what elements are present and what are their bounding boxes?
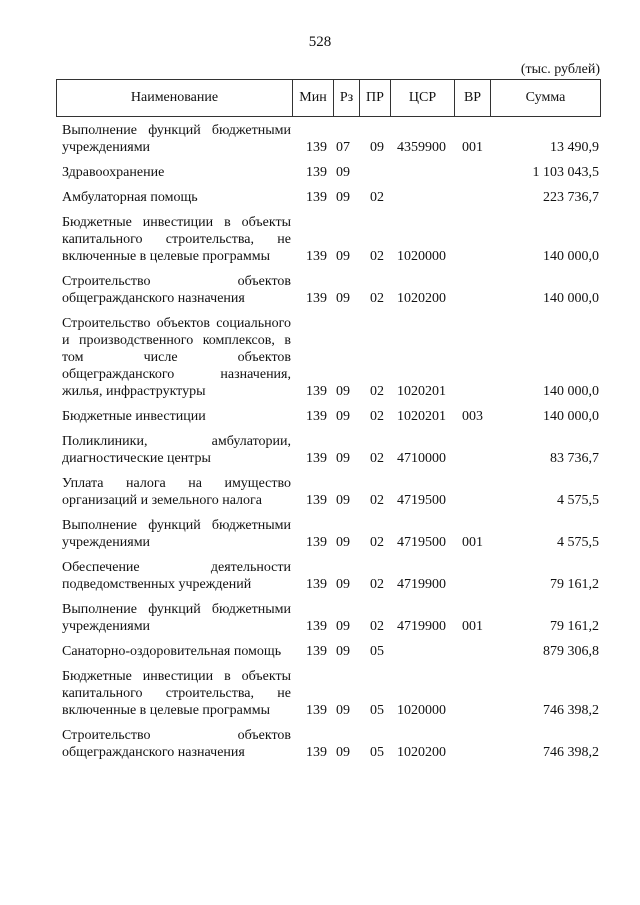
row-pr: 02 — [370, 535, 384, 550]
row-min: 139 — [306, 291, 327, 306]
row-name: Бюджетные инвестиции в объекты капитального строительства, не включенные в целевые программы — [62, 215, 291, 264]
table-row — [56, 601, 601, 635]
row-csr: 1020201 — [397, 384, 446, 399]
row-csr: 4719500 — [397, 535, 446, 550]
row-sum: 223 736,7 — [543, 190, 599, 205]
row-min: 139 — [306, 535, 327, 550]
row-name: Выполнение функций бюджетными учреждениями — [62, 518, 291, 550]
row-rz: 09 — [336, 249, 350, 264]
row-min: 139 — [306, 493, 327, 508]
row-rz: 09 — [336, 703, 350, 718]
row-rz: 09 — [336, 619, 350, 634]
row-name: Строительство объектов общегражданского назначения — [62, 728, 291, 760]
row-rz: 09 — [336, 577, 350, 592]
table-body — [56, 122, 601, 769]
row-pr: 02 — [370, 493, 384, 508]
row-min: 139 — [306, 644, 327, 659]
row-min: 139 — [306, 745, 327, 760]
row-vr: 001 — [462, 619, 483, 634]
row-min: 139 — [306, 249, 327, 264]
row-sum: 79 161,2 — [550, 577, 599, 592]
row-rz: 09 — [336, 384, 350, 399]
row-pr: 02 — [370, 249, 384, 264]
table-row — [56, 189, 601, 206]
row-sum: 83 736,7 — [550, 451, 599, 466]
row-csr: 4359900 — [397, 140, 446, 155]
row-rz: 09 — [336, 493, 350, 508]
row-sum: 13 490,9 — [550, 140, 599, 155]
row-rz: 07 — [336, 140, 350, 155]
row-pr: 05 — [370, 703, 384, 718]
row-sum: 79 161,2 — [550, 619, 599, 634]
table-row — [56, 559, 601, 593]
row-name: Выполнение функций бюджетными учреждениями — [62, 602, 291, 634]
row-sum: 140 000,0 — [543, 384, 599, 399]
row-name: Бюджетные инвестиции — [62, 409, 206, 424]
row-sum: 140 000,0 — [543, 291, 599, 306]
table-header — [56, 79, 601, 117]
table-row — [56, 315, 601, 400]
row-min: 139 — [306, 140, 327, 155]
row-sum: 746 398,2 — [543, 745, 599, 760]
row-sum: 4 575,5 — [557, 535, 599, 550]
row-sum: 1 103 043,5 — [532, 165, 599, 180]
row-name: Строительство объектов общегражданского назначения — [62, 274, 291, 306]
row-sum: 140 000,0 — [543, 409, 599, 424]
row-rz: 09 — [336, 451, 350, 466]
row-csr: 4719500 — [397, 493, 446, 508]
page-number: 528 — [308, 34, 332, 50]
header-rz: Рз — [334, 80, 360, 116]
table-row — [56, 408, 601, 425]
row-sum: 140 000,0 — [543, 249, 599, 264]
table-row — [56, 164, 601, 181]
row-pr: 02 — [370, 291, 384, 306]
row-pr: 05 — [370, 745, 384, 760]
row-min: 139 — [306, 703, 327, 718]
row-min: 139 — [306, 409, 327, 424]
table-row — [56, 214, 601, 265]
table-row — [56, 273, 601, 307]
row-name: Строительство объектов социального и производственного комплексов, в том числе объектов общегражданского назначения, жилья, инфраструктуры — [62, 316, 291, 399]
row-csr: 1020200 — [397, 291, 446, 306]
table-row — [56, 517, 601, 551]
header-min: Мин — [293, 80, 334, 116]
row-rz: 09 — [336, 535, 350, 550]
row-min: 139 — [306, 165, 327, 180]
row-vr: 003 — [462, 409, 483, 424]
header-csr: ЦСР — [391, 80, 455, 116]
table-row — [56, 727, 601, 761]
row-csr: 1020000 — [397, 703, 446, 718]
row-rz: 09 — [336, 644, 350, 659]
row-min: 139 — [306, 451, 327, 466]
row-name: Обеспечение деятельности подведомственных учреждений — [62, 560, 291, 592]
row-min: 139 — [306, 384, 327, 399]
header-pr: ПР — [360, 80, 391, 116]
row-name: Поликлиники, амбулатории, диагностические центры — [62, 434, 291, 466]
row-pr: 02 — [370, 577, 384, 592]
row-sum: 879 306,8 — [543, 644, 599, 659]
table-row — [56, 643, 601, 660]
row-csr: 4719900 — [397, 619, 446, 634]
row-pr: 09 — [370, 140, 384, 155]
row-csr: 1020201 — [397, 409, 446, 424]
table-row — [56, 122, 601, 156]
row-csr: 1020000 — [397, 249, 446, 264]
row-sum: 746 398,2 — [543, 703, 599, 718]
row-rz: 09 — [336, 291, 350, 306]
units-label: (тыс. рублей) — [520, 62, 600, 77]
row-name: Бюджетные инвестиции в объекты капитального строительства, не включенные в целевые программы — [62, 669, 291, 718]
row-min: 139 — [306, 190, 327, 205]
row-vr: 001 — [462, 535, 483, 550]
table-row — [56, 668, 601, 719]
row-rz: 09 — [336, 745, 350, 760]
row-pr: 05 — [370, 644, 384, 659]
row-min: 139 — [306, 577, 327, 592]
row-name: Выполнение функций бюджетными учреждениями — [62, 123, 291, 155]
table-row — [56, 475, 601, 509]
row-sum: 4 575,5 — [557, 493, 599, 508]
row-rz: 09 — [336, 190, 350, 205]
row-name: Санаторно-оздоровительная помощь — [62, 644, 282, 659]
table-row — [56, 433, 601, 467]
row-rz: 09 — [336, 409, 350, 424]
row-csr: 1020200 — [397, 745, 446, 760]
row-name: Уплата налога на имущество организаций и земельного налога — [62, 476, 291, 508]
row-pr: 02 — [370, 619, 384, 634]
row-name: Амбулаторная помощь — [62, 190, 198, 205]
row-pr: 02 — [370, 409, 384, 424]
row-pr: 02 — [370, 451, 384, 466]
row-vr: 001 — [462, 140, 483, 155]
row-pr: 02 — [370, 190, 384, 205]
row-pr: 02 — [370, 384, 384, 399]
header-name: Наименование — [57, 80, 293, 116]
header-vr: ВР — [455, 80, 491, 116]
row-csr: 4710000 — [397, 451, 446, 466]
row-name: Здравоохранение — [62, 165, 165, 180]
row-rz: 09 — [336, 165, 350, 180]
row-min: 139 — [306, 619, 327, 634]
header-sum: Сумма — [525, 90, 566, 105]
row-csr: 4719900 — [397, 577, 446, 592]
